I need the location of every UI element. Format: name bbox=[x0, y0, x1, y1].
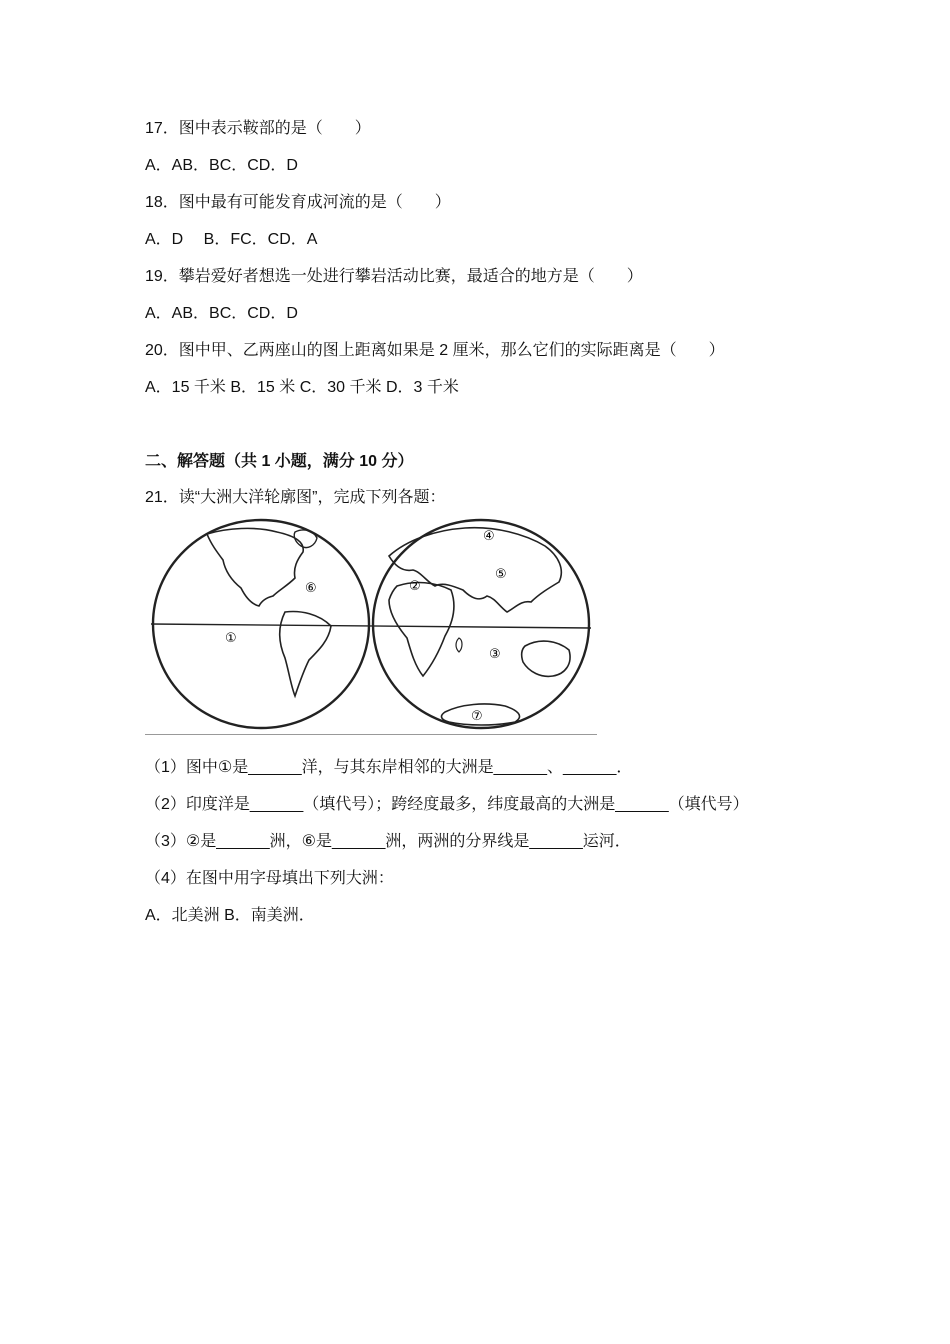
q18-stem: 18．图中最有可能发育成河流的是（ ） bbox=[145, 194, 451, 211]
q17-stem: 17．图中表示鞍部的是（ ） bbox=[145, 120, 371, 137]
map-label-4: ④ bbox=[483, 529, 495, 544]
q20-stem: 20．图中甲、乙两座山的图上距离如果是 2 厘米，那么它们的实际距离是（ ） bbox=[145, 342, 725, 359]
q17-options: A．AB．BC．CD．D bbox=[145, 157, 298, 174]
eurasia-outline bbox=[389, 528, 561, 612]
map-baseline-rule bbox=[145, 734, 597, 735]
madagascar-outline bbox=[456, 638, 462, 652]
map-label-1: ① bbox=[225, 631, 237, 646]
south-america-outline bbox=[280, 612, 331, 696]
q21-stem: 21．读“大洲大洋轮廓图”，完成下列各题： bbox=[145, 489, 446, 506]
map-label-6: ⑥ bbox=[305, 581, 317, 596]
q21-sub1: （1）图中①是______洋，与其东岸相邻的大洲是______、______． bbox=[145, 759, 633, 776]
north-america-outline bbox=[207, 528, 303, 606]
equator-line bbox=[151, 624, 591, 628]
africa-outline bbox=[389, 583, 454, 676]
map-label-2: ② bbox=[409, 579, 421, 594]
q20-options: A．15 千米 B．15 米 C．30 千米 D．3 千米 bbox=[145, 379, 459, 396]
map-label-7: ⑦ bbox=[471, 709, 483, 724]
q21-sub2: （2）印度洋是______（填代号）；跨经度最多，纬度最高的大洲是______（填代号） bbox=[145, 796, 749, 813]
q21-sub3: （3）②是______洲，⑥是______洲，两洲的分界线是______运河． bbox=[145, 833, 631, 850]
q21-sub4-options: A．北美洲 B．南美洲． bbox=[145, 907, 315, 924]
australia-outline bbox=[522, 641, 570, 676]
eastern-hemisphere bbox=[373, 520, 589, 728]
map-label-3: ③ bbox=[489, 647, 501, 662]
world-continents-ocean-map bbox=[145, 516, 597, 734]
q19-stem: 19．攀岩爱好者想选一处进行攀岩活动比赛，最适合的地方是（ ） bbox=[145, 268, 643, 285]
section-heading: 二、解答题（共 1 小题，满分 10 分） bbox=[145, 453, 414, 470]
q21-sub4: （4）在图中用字母填出下列大洲： bbox=[145, 870, 394, 887]
q19-options: A．AB．BC．CD．D bbox=[145, 305, 298, 322]
map-label-5: ⑤ bbox=[495, 567, 507, 582]
q18-options: A．D B．FC．CD．A bbox=[145, 231, 318, 248]
